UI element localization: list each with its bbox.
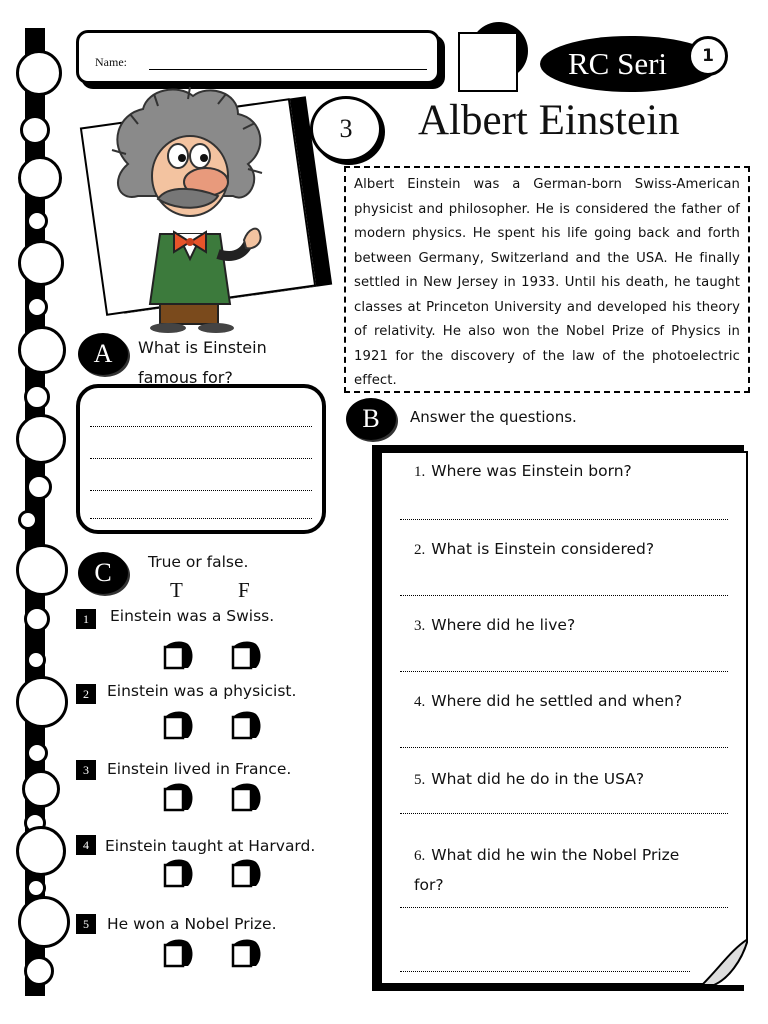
score-box[interactable] — [458, 32, 518, 92]
binding-ring — [24, 384, 50, 410]
answer-line[interactable] — [90, 458, 312, 459]
statement-text: Einstein taught at Harvard. — [105, 837, 316, 855]
statement-text: Einstein lived in France. — [107, 760, 292, 778]
answer-line[interactable] — [400, 971, 690, 972]
question-paper — [380, 451, 748, 985]
answer-line[interactable] — [400, 907, 728, 908]
true-checkbox[interactable] — [162, 710, 194, 742]
statement-text: Einstein was a physicist. — [107, 682, 297, 700]
name-box — [76, 30, 440, 84]
binding-ring — [26, 742, 48, 764]
question-number: 3. — [414, 618, 426, 634]
binding-ring — [22, 770, 60, 808]
section-b-instruction: Answer the questions. — [410, 408, 577, 426]
binding-ring — [16, 544, 68, 596]
section-a-badge — [78, 333, 128, 375]
statement-number: 5 — [76, 914, 96, 934]
binding-ring — [18, 510, 38, 530]
question-text: Where was Einstein born? — [431, 462, 632, 480]
answer-line[interactable] — [90, 490, 312, 491]
reading-passage: Albert Einstein was a German-born Swiss-American physicist and philosopher. He is considered the father of modern physics. He spent his life going back and forth between Germany, Switzerland and the USA. He finally settled in New Jersey in 1933. Until his death, he taught classes at Princeton University and developed his theory of relativity. He also won the Nobel Prize of Physics in 1921 for the discovery of the law of the photoelectric effect. — [344, 166, 750, 393]
section-b-badge — [346, 398, 396, 440]
question-4 — [414, 687, 682, 717]
section-a-answer-box[interactable] — [76, 384, 326, 534]
answer-line[interactable] — [90, 426, 312, 427]
page-title: Albert Einstein — [418, 97, 680, 144]
false-checkbox[interactable] — [230, 858, 262, 890]
name-label: Name: — [95, 55, 127, 69]
question-number: 4. — [414, 694, 426, 710]
binding-ring — [16, 414, 66, 464]
binding-ring — [18, 156, 62, 200]
section-a-prompt: What is Einstein famous for? — [138, 338, 267, 387]
page-curl-icon — [702, 939, 748, 985]
true-checkbox[interactable] — [162, 782, 194, 814]
question-1 — [414, 457, 632, 487]
false-checkbox[interactable] — [230, 938, 262, 970]
true-checkbox[interactable] — [162, 640, 194, 672]
series-number: 1 — [688, 36, 728, 76]
answer-line[interactable] — [90, 518, 312, 519]
question-text: What did he do in the USA? — [431, 770, 645, 788]
question-number: 6. — [414, 848, 426, 864]
question-text: Where did he live? — [431, 616, 576, 634]
question-number: 2. — [414, 542, 426, 558]
section-c-badge — [78, 552, 128, 594]
section-a-letter: A — [93, 339, 113, 368]
name-field[interactable] — [149, 69, 427, 70]
statement-text: He won a Nobel Prize. — [107, 915, 277, 933]
series-label: RC Seri — [568, 46, 668, 81]
binding-ring — [26, 650, 46, 670]
statement-text: Einstein was a Swiss. — [110, 607, 275, 625]
binding-ring — [20, 115, 50, 145]
false-checkbox[interactable] — [230, 640, 262, 672]
answer-line[interactable] — [400, 813, 728, 814]
answer-line[interactable] — [400, 595, 728, 596]
false-checkbox[interactable] — [230, 782, 262, 814]
lesson-number: 3 — [310, 96, 382, 162]
question-number: 5. — [414, 772, 426, 788]
section-c-title: True or false. — [148, 553, 249, 571]
einstein-cartoon — [98, 84, 278, 334]
question-number: 1. — [414, 464, 426, 480]
binding-ring — [24, 956, 54, 986]
false-checkbox[interactable] — [230, 710, 262, 742]
binding-ring — [16, 676, 68, 728]
question-6 — [414, 841, 694, 900]
answer-line[interactable] — [400, 671, 728, 672]
question-3 — [414, 611, 575, 641]
false-column-label: F — [238, 578, 250, 602]
question-2 — [414, 535, 654, 565]
true-checkbox[interactable] — [162, 938, 194, 970]
binding-ring — [26, 878, 46, 898]
binding-ring — [18, 240, 64, 286]
statement-number: 1 — [76, 609, 96, 629]
binding-ring — [26, 474, 52, 500]
question-text: What is Einstein considered? — [431, 540, 655, 558]
binding-ring — [26, 296, 48, 318]
section-c-letter: C — [94, 558, 112, 587]
statement-number: 4 — [76, 835, 96, 855]
binding-ring — [16, 826, 66, 876]
binding-ring — [18, 326, 66, 374]
question-5 — [414, 765, 644, 795]
question-text: What did he win the Nobel Prize for? — [414, 846, 680, 894]
binding-ring — [18, 896, 70, 948]
true-column-label: T — [170, 578, 183, 602]
answer-line[interactable] — [400, 747, 728, 748]
binding-ring — [16, 50, 62, 96]
true-checkbox[interactable] — [162, 858, 194, 890]
statement-number: 3 — [76, 760, 96, 780]
statement-number: 2 — [76, 684, 96, 704]
question-text: Where did he settled and when? — [431, 692, 683, 710]
section-b-letter: B — [362, 404, 380, 433]
answer-line[interactable] — [400, 519, 728, 520]
binding-ring — [24, 606, 50, 632]
binding-ring — [26, 210, 48, 232]
